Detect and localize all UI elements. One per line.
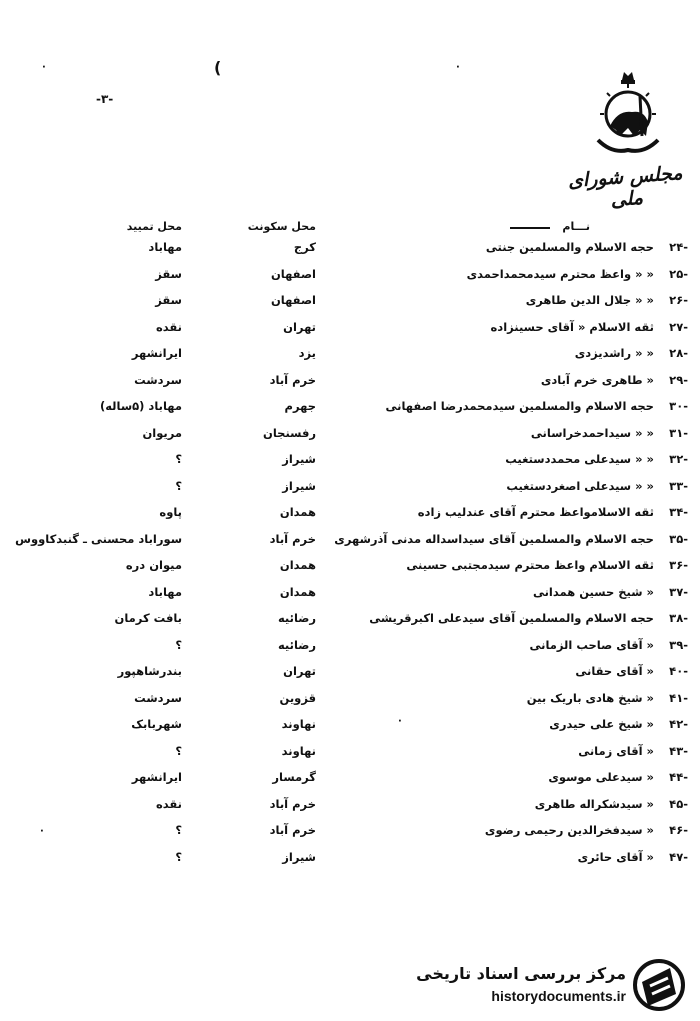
list-item xyxy=(0,717,700,744)
list-item xyxy=(0,267,700,294)
residence-value: تهران xyxy=(283,664,316,678)
residence-value: تهران xyxy=(283,319,316,334)
member-name: « « سیداحمدخراسانی xyxy=(530,425,654,440)
member-name: ثقه الاسلام « آقای حسینزاده xyxy=(490,319,654,334)
birthplace-value: نقده xyxy=(155,796,182,811)
column-header-residence: محل سکونت xyxy=(247,220,316,233)
birthplace-value: ؟ xyxy=(175,823,182,837)
watermark-title: مرکز بررسی اسناد تاریخی xyxy=(416,964,626,983)
birthplace-value: سردشت xyxy=(134,690,182,705)
residence-value: گرمسار xyxy=(272,770,316,784)
row-number: -۴۷ xyxy=(669,849,688,864)
birthplace-value: مهاباد (۵ساله) xyxy=(99,399,182,413)
member-name: « سیدفخرالدین رحیمی رضوی xyxy=(484,823,654,837)
member-name: حجه الاسلام والمسلمین جنتی xyxy=(485,240,654,254)
residence-value: خرم آباد xyxy=(269,796,316,811)
birthplace-value: ؟ xyxy=(175,849,182,864)
scan-speck: · xyxy=(456,62,460,73)
row-number: -۴۲ xyxy=(669,717,688,731)
row-number: -۲۷ xyxy=(669,319,688,334)
row-number: -۲۸ xyxy=(669,346,688,360)
list-item xyxy=(0,293,700,320)
row-number: -۴۰ xyxy=(669,664,688,678)
lion-and-sun-emblem-icon xyxy=(588,66,668,162)
residence-value: همدان xyxy=(279,558,316,572)
member-name: « « واعظ محترم سیدمحمداحمدی xyxy=(466,266,654,281)
scan-speck: · xyxy=(398,716,402,727)
residence-value: کرج xyxy=(293,240,316,254)
member-name: « شیخ هادی باریک بین xyxy=(526,690,654,705)
member-name: ثقه الاسلامواعظ محترم آقای عندلیب زاده xyxy=(417,505,654,519)
list-item xyxy=(0,320,700,347)
birthplace-value: ایرانشهر xyxy=(131,346,182,360)
list-item xyxy=(0,744,700,771)
member-name: « شیخ علی حیدری xyxy=(549,717,654,731)
list-item xyxy=(0,373,700,400)
row-number: -۲۵ xyxy=(669,266,688,281)
document-center-logo-icon xyxy=(632,958,686,1012)
birthplace-value: ؟ xyxy=(175,452,182,466)
row-number: -۲۴ xyxy=(669,240,688,254)
row-number: -۳۸ xyxy=(669,611,688,625)
birthplace-value: ؟ xyxy=(175,478,182,493)
row-number: -۳۵ xyxy=(669,531,688,546)
birthplace-value: سقز xyxy=(155,266,182,281)
member-name: « آقای حقانی xyxy=(575,664,654,678)
list-item xyxy=(0,770,700,797)
residence-value: خرم آباد xyxy=(269,372,316,387)
birthplace-value: سقز xyxy=(155,293,182,307)
member-name: « طاهری خرم آبادی xyxy=(540,372,654,387)
member-name: ثقه الاسلام واعظ محترم سیدمجتبی حسینی xyxy=(406,558,654,572)
birthplace-value: ؟ xyxy=(175,743,182,758)
list-item xyxy=(0,850,700,877)
list-item xyxy=(0,426,700,453)
members-list xyxy=(0,240,700,876)
scan-speck: · xyxy=(42,62,46,73)
column-header-name: نـــام xyxy=(470,220,590,233)
residence-value: شیراز xyxy=(282,478,316,493)
member-name: « آقای زمانی xyxy=(578,743,654,758)
row-number: -۲۶ xyxy=(669,293,688,307)
list-item xyxy=(0,399,700,426)
list-item xyxy=(0,452,700,479)
page-number: -۳- xyxy=(96,92,114,106)
row-number: -۴۶ xyxy=(669,823,688,837)
residence-value: رضائیه xyxy=(277,637,316,652)
member-name: « سیدعلی موسوی xyxy=(548,770,654,784)
row-number: -۳۳ xyxy=(669,478,688,493)
row-number: -۳۹ xyxy=(669,637,688,652)
row-number: -۳۲ xyxy=(669,452,688,466)
member-name: « « سیدعلی محمددستغیب xyxy=(505,452,654,466)
list-item xyxy=(0,532,700,559)
birthplace-value: سوراباد محسنی ـ گنبدکاووس xyxy=(15,531,182,546)
residence-value: نهاوند xyxy=(281,743,316,758)
birthplace-value: بندرشاهپور xyxy=(117,664,182,678)
member-name: « « سیدعلی اصغردستغیب xyxy=(506,478,654,493)
parliament-title: مجلس شورای ملی xyxy=(567,162,684,212)
list-item xyxy=(0,638,700,665)
row-number: -۳۱ xyxy=(669,425,688,440)
scan-speck: · xyxy=(40,826,44,837)
list-item xyxy=(0,823,700,850)
list-item xyxy=(0,479,700,506)
watermark-url: historydocuments.ir xyxy=(491,988,626,1004)
residence-value: همدان xyxy=(279,584,316,599)
list-item xyxy=(0,611,700,638)
residence-value: نهاوند xyxy=(281,717,316,731)
birthplace-value: میوان دره xyxy=(125,558,182,572)
list-item xyxy=(0,691,700,718)
birthplace-value: پاوه xyxy=(159,505,182,519)
residence-value: رفسنجان xyxy=(263,425,316,440)
residence-value: شیراز xyxy=(282,849,316,864)
residence-value: رضائیه xyxy=(277,611,316,625)
residence-value: خرم آباد xyxy=(269,531,316,546)
residence-value: خرم آباد xyxy=(269,823,316,837)
birthplace-value: مریوان xyxy=(142,425,182,440)
member-name: « آقای صاحب الزمانی xyxy=(529,637,654,652)
column-header-birthplace: محل تمیید xyxy=(126,220,182,233)
row-number: -۳۶ xyxy=(669,558,688,572)
list-item xyxy=(0,346,700,373)
member-name: « شیخ حسین همدانی xyxy=(532,584,654,599)
list-item xyxy=(0,240,700,267)
list-item xyxy=(0,585,700,612)
list-item xyxy=(0,664,700,691)
residence-value: قزوین xyxy=(279,690,316,705)
residence-value: جهرم xyxy=(284,399,316,413)
member-name: « سیدشکراله طاهری xyxy=(534,796,654,811)
birthplace-value: مهاباد xyxy=(148,584,182,599)
row-number: -۳۰ xyxy=(669,399,688,413)
row-number: -۳۴ xyxy=(669,505,688,519)
member-name: حجه الاسلام والمسلمین آقای سیدعلی اکبرقریشی xyxy=(369,611,654,625)
member-name: حجه الاسلام والمسلمین آقای سیداسداله مدنی آذرشهری xyxy=(334,531,654,546)
list-item xyxy=(0,505,700,532)
member-name: « آقای حائری xyxy=(577,849,654,864)
residence-value: یزد xyxy=(298,346,316,360)
scan-speck: ( xyxy=(214,58,222,77)
residence-value: اصفهان xyxy=(270,293,316,307)
birthplace-value: ایرانشهر xyxy=(131,770,182,784)
member-name: حجه الاسلام والمسلمین سیدمحمدرضا اصفهانی xyxy=(385,399,654,413)
birthplace-value: نقده xyxy=(155,319,182,334)
list-item xyxy=(0,797,700,824)
row-number: -۴۳ xyxy=(669,743,688,758)
residence-value: شیراز xyxy=(282,452,316,466)
member-name: « « راشدیزدی xyxy=(574,346,654,360)
row-number: -۴۴ xyxy=(669,770,688,784)
birthplace-value: سردشت xyxy=(134,372,182,387)
row-number: -۲۹ xyxy=(669,372,688,387)
birthplace-value: بافت کرمان xyxy=(114,611,182,625)
member-name: « « جلال الدین طاهری xyxy=(525,293,654,307)
birthplace-value: شهربابک xyxy=(131,717,182,731)
birthplace-value: مهاباد xyxy=(148,240,182,254)
list-item xyxy=(0,558,700,585)
row-number: -۳۷ xyxy=(669,584,688,599)
row-number: -۴۵ xyxy=(669,796,688,811)
residence-value: همدان xyxy=(279,505,316,519)
row-number: -۴۱ xyxy=(669,690,688,705)
watermark-logo xyxy=(412,958,692,1014)
birthplace-value: ؟ xyxy=(175,637,182,652)
residence-value: اصفهان xyxy=(270,266,316,281)
